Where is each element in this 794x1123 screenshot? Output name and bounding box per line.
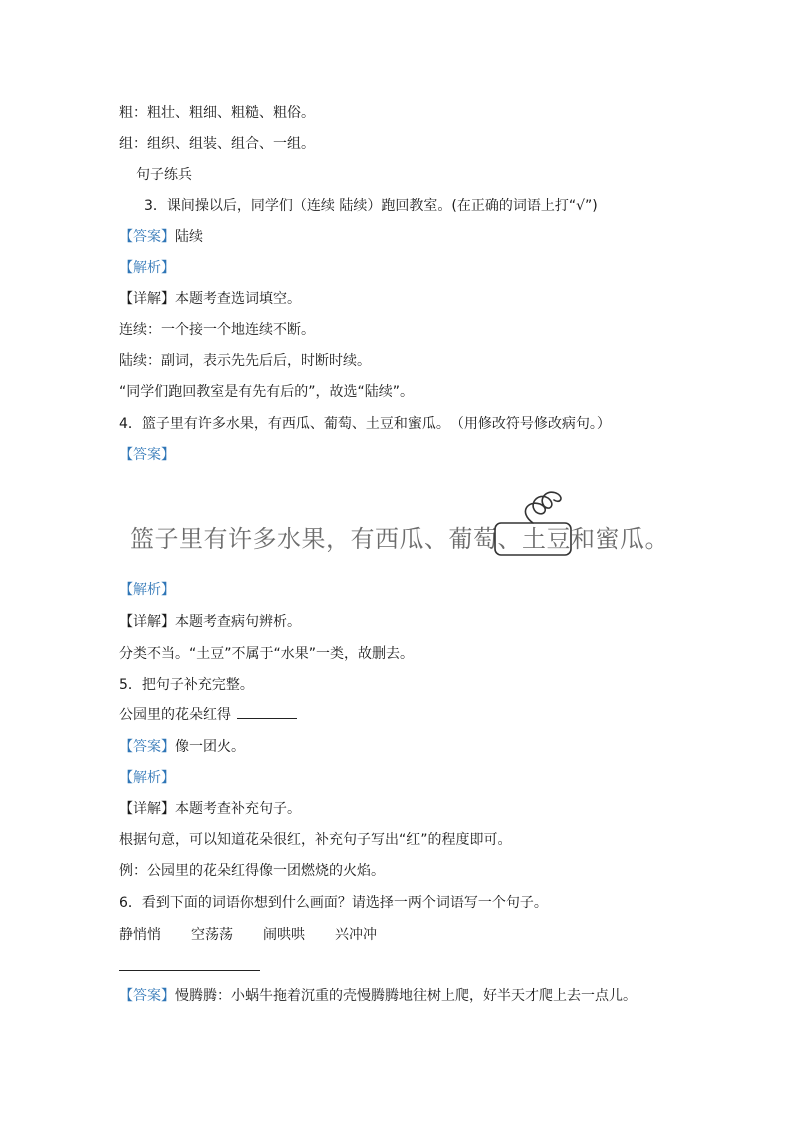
question-5: 5．把句子补充完整。: [119, 677, 254, 693]
answer-tag: 【答案】: [119, 739, 175, 755]
q4-line1: 分类不当。“土豆”不属于“水果”一类，故删去。: [119, 646, 415, 662]
deletion-mark-icon: [118, 482, 678, 562]
q3-line3: “同学们跑回教室是有先有后的”，故选“陆续”。: [119, 384, 415, 400]
q3-detail: [119, 290, 301, 308]
corrected-sentence: 篮子里有许多水果，有西瓜、葡萄、土豆和蜜瓜。: [130, 525, 669, 553]
q3-answer: [119, 228, 203, 246]
word-item: 闹哄哄: [263, 927, 305, 943]
q5-answer: [119, 738, 245, 756]
q3-analysis-tag: 【解析】: [119, 260, 175, 276]
question-4: 4．篮子里有许多水果，有西瓜、葡萄、土豆和蜜瓜。 （用修改符号修改病句。）: [119, 416, 611, 432]
q5-analysis-tag: 【解析】: [119, 770, 175, 786]
answer-text: 陆续: [175, 229, 203, 245]
detail-text: 本题考查选词填空。: [175, 291, 301, 307]
q5-prompt: [119, 706, 297, 724]
section-title: 句子练兵: [136, 167, 192, 183]
detail-text: 本题考查补充句子。: [175, 801, 301, 817]
answer-tag: 【答案】: [119, 988, 175, 1004]
line-cu: 粗：粗壮、粗细、粗糙、粗俗。: [119, 105, 315, 121]
detail-tag: 【详解】: [119, 801, 175, 817]
q6-answer: [119, 987, 637, 1005]
line-zu: 组：组织、组装、组合、一组。: [119, 136, 315, 152]
answer-text: 慢腾腾：小蜗牛拖着沉重的壳慢腾腾地往树上爬，好半天才爬上去一点儿。: [175, 988, 637, 1004]
q4-analysis-tag: 【解析】: [119, 582, 175, 598]
answer-blank: [237, 706, 297, 719]
correction-figure: [118, 482, 678, 562]
q4-detail: [119, 613, 301, 631]
q3-line1: 连续：一个接一个地连续不断。: [119, 322, 315, 338]
detail-tag: 【详解】: [119, 614, 175, 630]
answer-text: 像一团火。: [175, 739, 245, 755]
question-6: 6．看到下面的词语你想到什么画面？请选择一两个词语写一个句子。: [119, 895, 548, 911]
q3-line2: 陆续：副词，表示先先后后，时断时续。: [119, 353, 371, 369]
word-item: 兴冲冲: [335, 927, 377, 943]
q4-answer-tag: 【答案】: [119, 447, 175, 463]
answer-line-rule: [119, 970, 260, 971]
q5-detail: [119, 800, 301, 818]
q6-word-list: [119, 926, 377, 944]
answer-tag: 【答案】: [119, 229, 175, 245]
prompt-text: 公园里的花朵红得: [119, 707, 231, 723]
detail-tag: 【详解】: [119, 291, 175, 307]
word-item: 空荡荡: [191, 927, 233, 943]
word-item: 静悄悄: [119, 927, 161, 943]
detail-text: 本题考查病句辨析。: [175, 614, 301, 630]
question-3: 3．课间操以后，同学们（连续 陆续）跑回教室。(在正确的词语上打“√”): [144, 198, 598, 214]
q5-line2: 例：公园里的花朵红得像一团燃烧的火焰。: [119, 863, 385, 879]
q5-line1: 根据句意，可以知道花朵很红，补充句子写出“红”的程度即可。: [119, 832, 512, 848]
